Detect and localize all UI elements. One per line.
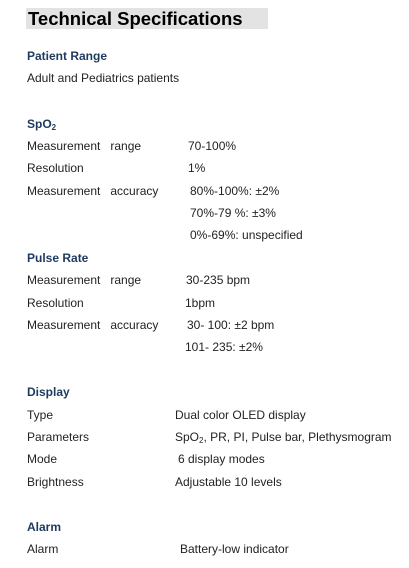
pulse-range-label: Measurement range [27, 273, 142, 287]
spo2-accuracy-value-2: 70%-79 %: ±3% [190, 206, 276, 220]
pulse-rate-heading: Pulse Rate [27, 251, 89, 265]
patient-range-value: Adult and Pediatrics patients [27, 71, 180, 85]
display-parameters-label: Parameters [27, 430, 90, 444]
pulse-resolution-value: 1bpm [185, 296, 216, 310]
spo2-resolution-value: 1% [188, 161, 206, 175]
pulse-accuracy-value-2: 101- 235: ±2% [185, 340, 263, 354]
spo2-accuracy-value-3: 0%-69%: unspecified [190, 228, 303, 242]
display-heading: Display [27, 385, 70, 399]
display-brightness-label: Brightness [27, 475, 84, 489]
display-type-value: Dual color OLED display [175, 408, 306, 422]
patient-range-heading: Patient Range [27, 49, 108, 63]
parameters-spo-subscript: 2 [199, 436, 204, 445]
display-brightness-value: Adjustable 10 levels [175, 475, 282, 489]
display-mode-label: Mode [27, 452, 58, 466]
page-title: Technical Specifications [26, 8, 268, 29]
spo2-range-value: 70-100% [188, 139, 237, 153]
pulse-resolution-label: Resolution [27, 296, 84, 310]
display-mode-value: 6 display modes [178, 452, 265, 466]
spo2-range-label: Measurement range [27, 139, 142, 153]
spo2-accuracy-value: 80%-100%: ±2% [190, 184, 280, 198]
pulse-accuracy-value: 30- 100: ±2 bpm [187, 318, 275, 332]
spo2-heading-subscript: 2 [51, 123, 57, 132]
display-type-label: Type [27, 408, 54, 422]
alarm-heading: Alarm [27, 520, 62, 534]
parameters-rest-text: , PR, PI, Pulse bar, Plethysmogram [203, 430, 392, 444]
spo2-accuracy-label: Measurement accuracy [27, 184, 159, 198]
spo2-resolution-label: Resolution [27, 161, 84, 175]
spo2-heading [27, 117, 56, 131]
pulse-accuracy-label: Measurement accuracy [27, 318, 159, 332]
spo2-heading-main: SpO [27, 117, 52, 131]
alarm-label: Alarm [27, 542, 59, 556]
display-parameters-value [175, 430, 392, 444]
pulse-range-value: 30-235 bpm [186, 273, 251, 287]
parameters-spo-text: SpO [175, 430, 200, 444]
alarm-value: Battery-low indicator [180, 542, 289, 556]
